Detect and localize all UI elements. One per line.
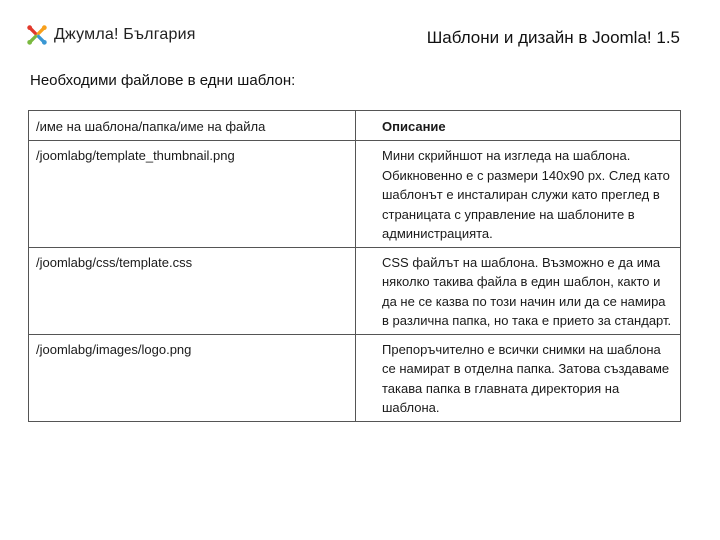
cell-description: CSS файлът на шаблона. Възможно е да има няколко такива файла в един шаблон, както и да не се казва по този начин или да се намира в различна папка, но така е прието за стандарт. bbox=[356, 247, 681, 334]
brand-name: Джумла! България bbox=[54, 26, 196, 43]
cell-path: /joomlabg/css/template.css bbox=[29, 247, 356, 334]
joomla-logo-icon bbox=[26, 24, 48, 46]
table-row bbox=[29, 247, 681, 334]
cell-path: /joomlabg/images/logo.png bbox=[29, 334, 356, 421]
cell-description: Препоръчително е всички снимки на шаблона се намират в отделна папка. Затова създаваме такава папка в главната директория на шаблона. bbox=[356, 334, 681, 421]
table-row bbox=[29, 334, 681, 421]
cell-description: Мини скрийншот на изгледа на шаблона. Обикновенно е с размери 140х90 px. След като шаблонът е инсталиран служи като преглед в страницата с управление на шаблоните в администрацията. bbox=[356, 141, 681, 248]
slide-title: Шаблони и дизайн в Joomla! 1.5 bbox=[426, 28, 680, 47]
intro-text: Необходими файлове в едни шаблон: bbox=[30, 72, 296, 89]
files-table bbox=[28, 110, 681, 422]
table-header-row bbox=[29, 111, 681, 141]
cell-path: /joomlabg/template_thumbnail.png bbox=[29, 141, 356, 248]
brand-logo bbox=[26, 24, 196, 46]
table-row bbox=[29, 141, 681, 248]
header-description: Описание bbox=[356, 111, 681, 141]
header-path: /име на шаблона/папка/име на файла bbox=[29, 111, 356, 141]
